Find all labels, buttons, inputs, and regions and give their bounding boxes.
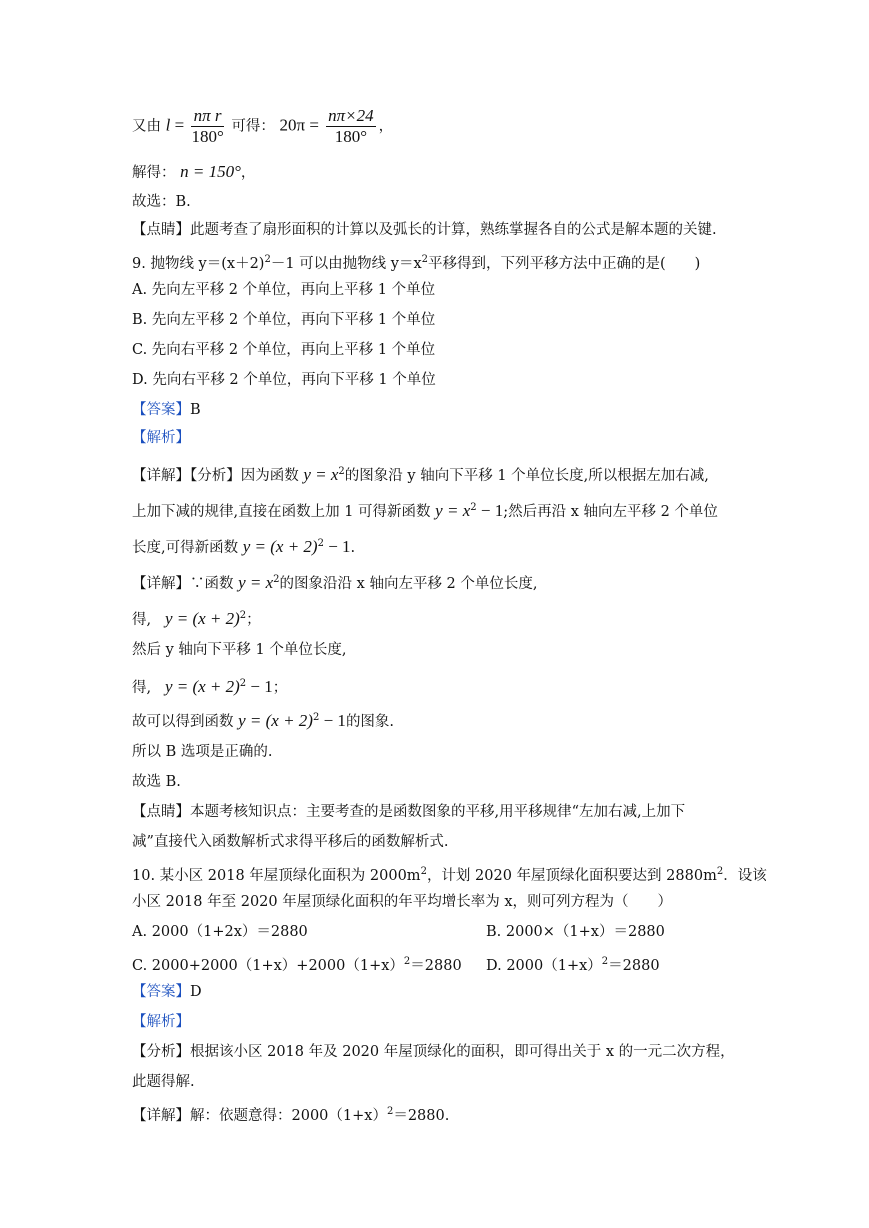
- text: 可得：: [231, 118, 275, 135]
- choose-line: 故选：B.: [132, 194, 191, 210]
- text: 又由: [132, 118, 161, 135]
- q9-so-line-1: 故可以得到函数 $y = (x + 2)^2 - 1$的图象.: [132, 710, 395, 730]
- q9-then-line: 然后 y 轴向下平移 1 个单位长度,: [132, 642, 347, 658]
- q9-detail-line-3: 长度,可得新函数 $y = (x + 2)^2 - 1$.: [132, 536, 356, 556]
- q9-stem: 9. 抛物线 $y=(x+2)^2-1$ 可以由抛物线 $y=x^2$平移得到，下列平移方法中正确的是( ): [132, 254, 701, 272]
- q10-option-c: C. $2000+2000(1+x)+2000(1+x)^2=2880$: [132, 956, 462, 974]
- q10-fx-line-1: 【分析】根据该小区 2018 年及 2020 年屋顶绿化的面积，即可得出关于 x 的一元二次方程，: [132, 1044, 735, 1060]
- q9-analysis-tag: 【解析】: [132, 430, 190, 446]
- q9-comment-line-1: 【点睛】本题考核知识点：主要考查的是函数图象的平移,用平移规律“左加右减,上加下: [132, 804, 686, 820]
- q10-option-b: B. 2000×（1+x）＝2880: [486, 924, 665, 940]
- math-l: l: [165, 115, 171, 135]
- q9-comment-line-2: 减”直接代入函数解析式求得平移后的函数解析式.: [132, 834, 449, 850]
- q9-detail-line-1: 【详解】【分析】因为函数 $y = x^2$的图象沿 y 轴向下平移 1 个单位长度,所以根据左加右减,: [132, 464, 709, 484]
- q9-get-line-1: 得, $y = (x + 2)^2$；: [132, 608, 261, 628]
- fraction: $\frac{\text{nπ r}}{180^\circ}$: [191, 106, 224, 146]
- q9-option-c: C. 先向右平移 2 个单位，再向上平移 1 个单位: [132, 342, 436, 358]
- q9-option-b: B. 先向左平移 2 个单位，再向下平移 1 个单位: [132, 312, 436, 328]
- q10-stem-line-2: 小区 2018 年至 2020 年屋顶绿化面积的年平均增长率为 x，则可列方程为（ ）: [132, 894, 673, 910]
- q10-option-a: A. 2000（1+2x）＝2880: [132, 924, 308, 940]
- q9-detail-line-2: 上加下减的规律,直接在函数上加 1 可得新函数 $y = x^2 - 1$;然后再沿 x 轴向左平移 2 个单位: [132, 500, 718, 520]
- q10-option-d: D. $2000(1+x)^2=2880$: [486, 956, 660, 974]
- q9-answer: 【答案】B: [132, 402, 201, 418]
- math-20pi: 20π: [279, 115, 306, 135]
- q10-answer: 【答案】D: [132, 984, 202, 1000]
- q10-fx-line-2: 此题得解.: [132, 1074, 195, 1090]
- q10-analysis-tag: 【解析】: [132, 1014, 190, 1030]
- q9-option-d: D. 先向右平移 2 个单位，再向下平移 1 个单位: [132, 372, 436, 388]
- comment-line: 【点睛】此题考查了扇形面积的计算以及弧长的计算，熟练掌握各自的公式是解本题的关键.: [132, 222, 717, 238]
- q9-so-line-3: 故选 B.: [132, 774, 181, 790]
- fraction: $\frac{n\pi\times 24}{180^\circ}$: [328, 106, 374, 146]
- q9-so-line-2: 所以 B 选项是正确的.: [132, 744, 273, 760]
- q10-detail-line: 【详解】解：依题意得：$2000(1+x)^2=2880$.: [132, 1106, 450, 1124]
- q10-stem-line-1: 10. 某小区 2018 年屋顶绿化面积为 $2000m^2$，计划 2020 年屋顶绿化面积要达到 $2880m^2$．设该: [132, 866, 767, 884]
- q9-detail-line-4: 【详解】∵函数 $y = x^2$的图象沿沿 x 轴向左平移 2 个单位长度,: [132, 572, 538, 592]
- q9-option-a: A. 先向左平移 2 个单位，再向上平移 1 个单位: [132, 282, 436, 298]
- formula-line: 又由 l = $\frac{\text{nπ r}}{180^\circ}$ 可得： 20π = $\frac{n\pi\times 24}{180^\circ}$ ，: [132, 106, 394, 146]
- q9-get-line-2: 得, $y = (x + 2)^2 - 1$；: [132, 676, 288, 696]
- solve-line: 解得： n = 150°，: [132, 162, 256, 181]
